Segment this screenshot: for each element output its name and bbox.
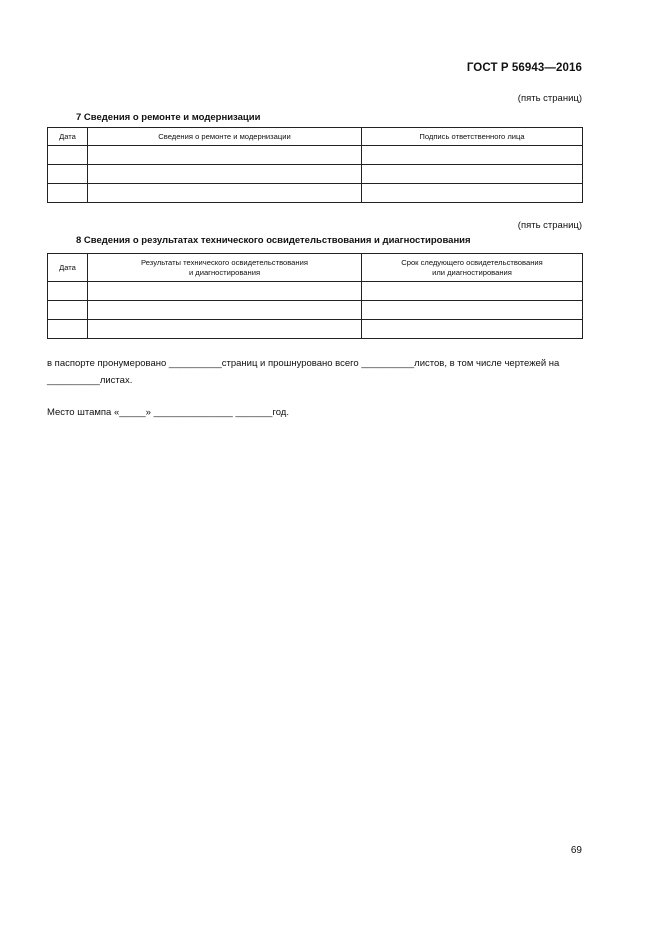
table-row [48,320,583,339]
table-cell[interactable] [88,282,362,301]
table-cell[interactable] [88,165,362,184]
section8-heading: 8 Сведения о результатах технического освидетельствования и диагностирования [76,235,471,246]
section7-heading: 7 Сведения о ремонте и модернизации [76,112,261,123]
table-cell[interactable] [88,184,362,203]
column-header-next-inspection-date: Срок следующего освидетельствования или диагностирования [362,254,583,282]
repair-modernization-table [47,127,583,203]
document-standard-id: ГОСТ Р 56943—2016 [466,62,582,74]
table-header-row [48,254,583,282]
drawings-sheets-statement: __________листах. [47,375,133,386]
column-header-inspection-results: Результаты технического освидетельствования и диагностирования [88,254,362,282]
table-row [48,282,583,301]
table-cell[interactable] [88,320,362,339]
pages-numbering-statement: в паспорте пронумеровано __________страниц и прошнуровано всего __________листов, в том числе чертежей на [47,358,560,369]
table-cell[interactable] [48,146,88,165]
table-cell[interactable] [362,320,583,339]
inspection-results-table [47,253,583,339]
column-header-signature: Подпись ответственного лица [362,128,583,146]
table-cell[interactable] [48,184,88,203]
column-header-date: Дата [48,254,88,282]
table-row [48,165,583,184]
column-header-date: Дата [48,128,88,146]
table-cell[interactable] [48,320,88,339]
section8-pages-note: (пять страниц) [517,220,582,231]
table-cell[interactable] [48,301,88,320]
table-cell[interactable] [88,301,362,320]
table-cell[interactable] [362,165,583,184]
table-cell[interactable] [48,165,88,184]
table-cell[interactable] [48,282,88,301]
stamp-place-line: Место штампа «_____» _______________ _______год. [47,407,289,418]
table-row [48,184,583,203]
table-row [48,301,583,320]
table-header-row [48,128,583,146]
table-cell[interactable] [362,146,583,165]
page-number: 69 [570,845,582,856]
table-cell[interactable] [362,301,583,320]
table-cell[interactable] [88,146,362,165]
column-header-repair-info: Сведения о ремонте и модернизации [88,128,362,146]
table-cell[interactable] [362,184,583,203]
section7-pages-note: (пять страниц) [517,93,582,104]
table-row [48,146,583,165]
table-cell[interactable] [362,282,583,301]
